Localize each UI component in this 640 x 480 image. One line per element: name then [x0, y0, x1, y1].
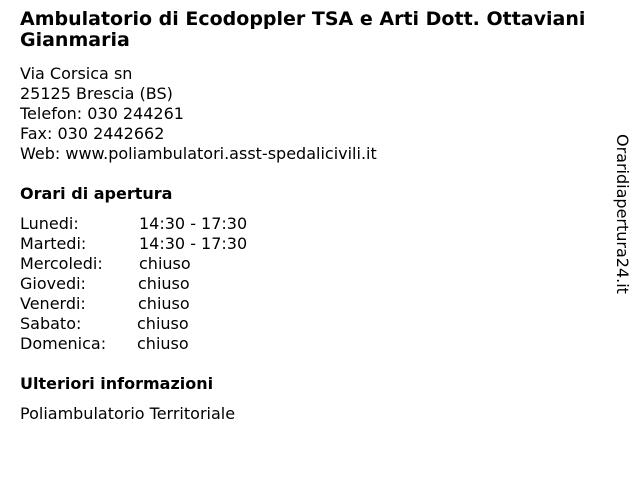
more-info-heading: Ulteriori informazioni [20, 374, 214, 393]
day-label: Domenica: [20, 334, 107, 353]
time-value: chiuso [137, 334, 189, 353]
address-phone: Telefon: 030 244261 [20, 104, 184, 123]
time-value: 14:30 - 17:30 [139, 214, 248, 233]
site-watermark: Oraridiapertura24.it [613, 134, 632, 294]
day-label: Mercoledi: [20, 254, 103, 273]
address-block [20, 64, 377, 164]
time-value: chiuso [138, 274, 190, 293]
opening-hours-heading: Orari di apertura [20, 184, 173, 203]
day-label: Martedi: [20, 234, 87, 253]
time-value: 14:30 - 17:30 [139, 234, 248, 253]
time-value: chiuso [138, 294, 190, 313]
address-street: Via Corsica sn [20, 64, 133, 83]
time-value: chiuso [139, 254, 191, 273]
day-label: Sabato: [20, 314, 82, 333]
day-label: Venerdi: [20, 294, 86, 313]
address-city: 25125 Brescia (BS) [20, 84, 173, 103]
more-info-text: Poliambulatorio Territoriale [20, 404, 236, 423]
page-title: Ambulatorio di Ecodoppler TSA e Arti Dott. Ottaviani Gianmaria [20, 8, 586, 51]
address-web: Web: www.poliambulatori.asst-spedalicivili.it [20, 144, 377, 163]
time-value: chiuso [137, 314, 189, 333]
day-label: Giovedi: [20, 274, 86, 293]
day-label: Lunedi: [20, 214, 79, 233]
address-fax: Fax: 030 2442662 [20, 124, 165, 143]
